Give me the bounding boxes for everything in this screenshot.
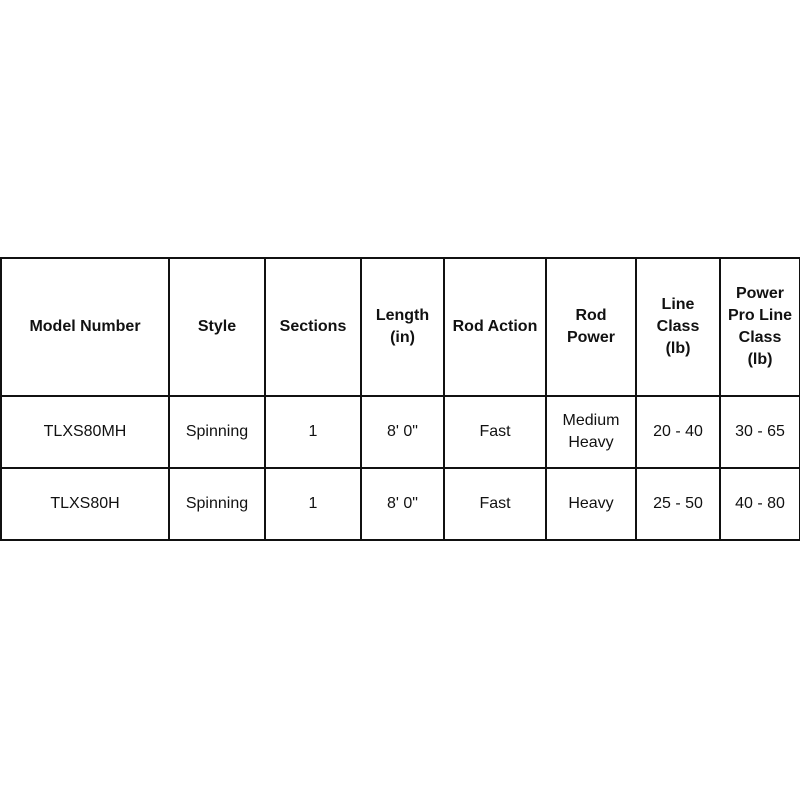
cell-power-pro-line-class: 40 - 80	[720, 468, 800, 540]
cell-length: 8' 0"	[361, 468, 444, 540]
header-length: Length (in)	[361, 258, 444, 396]
cell-rod-power: Heavy	[546, 468, 636, 540]
cell-rod-action: Fast	[444, 396, 546, 468]
cell-line-class: 25 - 50	[636, 468, 720, 540]
header-line-class: Line Class (lb)	[636, 258, 720, 396]
cell-sections: 1	[265, 468, 361, 540]
header-style: Style	[169, 258, 265, 396]
cell-line-class: 20 - 40	[636, 396, 720, 468]
cell-model-number: TLXS80H	[1, 468, 169, 540]
header-rod-action: Rod Action	[444, 258, 546, 396]
cell-style: Spinning	[169, 396, 265, 468]
rod-spec-table	[0, 257, 800, 541]
cell-length: 8' 0"	[361, 396, 444, 468]
cell-style: Spinning	[169, 468, 265, 540]
header-row	[1, 258, 800, 396]
cell-power-pro-line-class: 30 - 65	[720, 396, 800, 468]
cell-rod-power: Medium Heavy	[546, 396, 636, 468]
table-row	[1, 396, 800, 468]
cell-rod-action: Fast	[444, 468, 546, 540]
header-model-number: Model Number	[1, 258, 169, 396]
cell-sections: 1	[265, 396, 361, 468]
header-power-pro-line-class: Power Pro Line Class (lb)	[720, 258, 800, 396]
header-sections: Sections	[265, 258, 361, 396]
cell-model-number: TLXS80MH	[1, 396, 169, 468]
table-row	[1, 468, 800, 540]
header-rod-power: Rod Power	[546, 258, 636, 396]
